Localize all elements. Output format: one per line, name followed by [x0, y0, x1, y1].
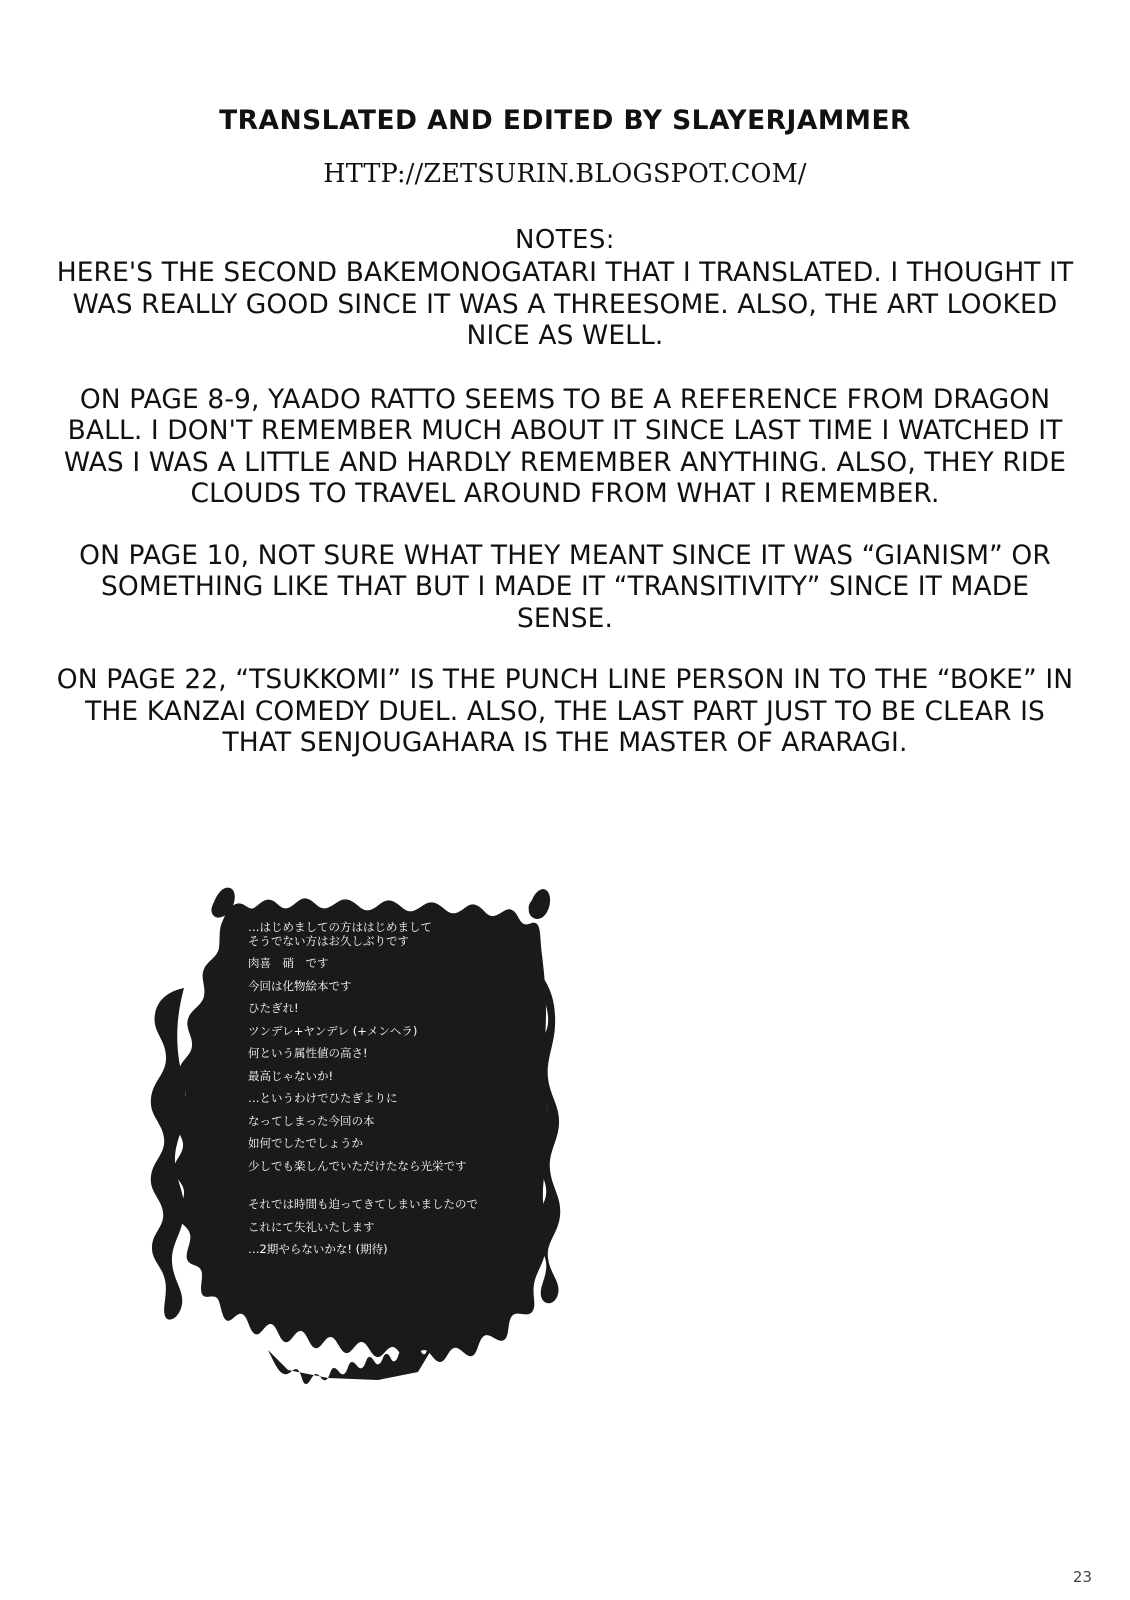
notes-heading: NOTES: — [515, 225, 615, 255]
afterword-line-6: ツンデレ+ヤンデレ (+メンヘラ) — [248, 1023, 418, 1038]
afterword-closing-1: それでは時間も迫ってきてしまいましたので — [248, 1197, 478, 1211]
afterword-line-2: そうでない方はお久しぶりです — [248, 933, 409, 948]
notes-block — [40, 225, 1090, 789]
afterword-line-3: 肉喜 硝 です — [248, 956, 329, 970]
note-paragraph-1: HERE'S THE SECOND BAKEMONOGATARI THAT I TRANSLATED. I THOUGHT IT WAS REALLY GOOD SINCE IT WAS A THREESOME. ALSO, THE ART LOOKED NICE AS WELL. — [56, 257, 1074, 352]
note-paragraph-3: ON PAGE 10, NOT SURE WHAT THEY MEANT SINCE IT WAS “GIANISM” OR SOMETHING LIKE THAT BUT I MADE IT “TRANSITIVITY” SINCE IT MADE SENSE. — [79, 539, 1051, 634]
translator-credit: TRANSLATED AND EDITED BY SLAYERJAMMER — [219, 105, 911, 136]
translator-url: HTTP://ZETSURIN.BLOGSPOT.COM/ — [323, 158, 807, 189]
afterword-line-7: 何という属性値の高さ! — [248, 1046, 368, 1060]
note-paragraph-2: ON PAGE 8-9, YAADO RATTO SEEMS TO BE A REFERENCE FROM DRAGON BALL. I DON'T REMEMBER MUCH ABOUT IT SINCE LAST TIME I WATCHED IT WAS I WAS A LITTLE AND HARDLY REMEMBER ANYTHING. ALSO, THEY RIDE CLOUDS TO TRAVEL AROUND FROM WHAT I REMEMBER. — [63, 383, 1067, 510]
afterword-line-11: 如何でしたでしょうか — [248, 1136, 363, 1150]
afterword-line-8: 最高じゃないか! — [248, 1068, 334, 1083]
afterword-text — [248, 922, 548, 1267]
afterword-line-12: 少しでも楽しんでいただけたなら光栄です — [248, 1158, 467, 1173]
credits-block — [0, 104, 1130, 216]
afterword-line-4: 今回は化物絵本です — [248, 978, 352, 993]
afterword-ink-panel — [118, 880, 588, 1390]
afterword-line-10: なってしまった今回の本 — [248, 1113, 375, 1128]
afterword-closing-3: …2期やらないかな! (期待) — [248, 1242, 388, 1256]
note-paragraph-4: ON PAGE 22, “TSUKKOMI” IS THE PUNCH LINE PERSON IN TO THE “BOKE” IN THE KANZAI COMEDY DUEL. ALSO, THE LAST PART JUST TO BE CLEAR IS THAT SENJOUGAHARA IS THE MASTER OF ARARAGI. — [56, 664, 1074, 759]
afterword-closing-2: これにて失礼いたします — [248, 1219, 375, 1234]
afterword-line-9: …というわけでひたぎよりに — [248, 1091, 398, 1105]
afterword-line-5: ひたぎれ! — [248, 1001, 299, 1015]
afterword-line-1: …はじめましての方ははじめまして — [248, 920, 432, 934]
page-number: 23 — [1072, 1568, 1092, 1586]
